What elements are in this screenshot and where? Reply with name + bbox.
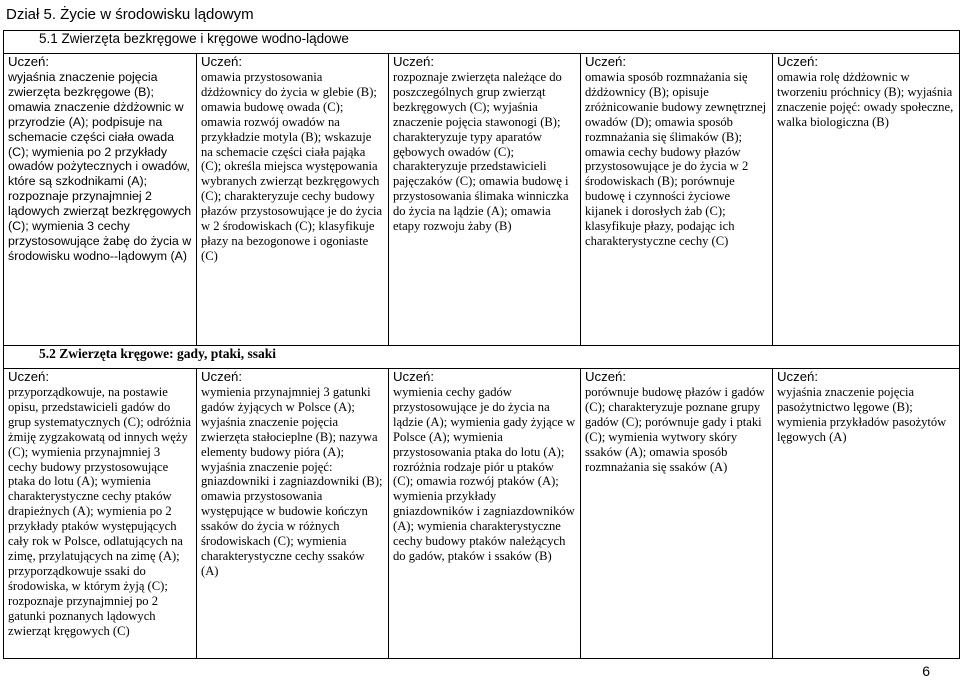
cell-text: omawia rolę dżdżownic w tworzeniu próchnicy (B); wyjaśnia znaczenie pojęć: owady społeczne, walka biologiczna (B): [777, 70, 954, 129]
section-2-cell-2: [197, 369, 389, 659]
cell-text: przyporządkowuje, na postawie opisu, przedstawicieli gadów do grup systematycznych (C); odróżnia żmiję zygzakowatą od innych węży (C); wymienia przynajmniej 3 cechy budowy przystosowujące ptaka do lotu (A); wymienia charakterystyczne cechy ptaków drapieżnych (A); wymienia po 2 przykłady ptaków występujących cały rok w Polsce, odlatujących na zimę, przylatujących na zimę (A); przyporządkowuje ssaki do środowiska, w którym żyją (C); rozpoznaje przynajmniej po 2 gatunki poznanych lądowych zwierząt kręgowych (C): [8, 385, 191, 638]
section-2-cell-4: [581, 369, 773, 659]
cell-text: omawia sposób rozmnażania się dżdżownicy (B); opisuje zróżnicowanie budowy zewnętrznej owadów (D); omawia sposób rozmnażania się ślimaków (B); omawia cechy budowy płazów przystosowujące je do życia w 2 środowiskach (B); porównuje budowę i czynności życiowe kijanek i dorosłych żab (C); klasyfikuje płazy, podając ich charakterystyczne cechy (C): [585, 70, 767, 248]
section-2-heading: [4, 346, 960, 369]
cell-heading: Uczeń:: [393, 369, 435, 384]
cell-heading: Uczeń:: [393, 54, 435, 69]
cell-heading: Uczeń:: [585, 54, 627, 69]
cell-text: wymienia przynajmniej 3 gatunki gadów żyjących w Polsce (A); wyjaśnia znaczenie pojęcia zwierzęta stałocieplne (B); nazywa elementy budowy pióra (A); wyjaśnia znaczenie pojęć: gniazdowniki i zagniazdowniki (B); omawia przystosowania występujące w budowie kończyn ssaków do życia w różnych środowiskach (C); wymienia charakterystyczne cechy ssaków (A): [201, 385, 383, 578]
section-2-cell-3: [389, 369, 581, 659]
cell-heading: Uczeń:: [777, 369, 819, 384]
section-1-cell-2: [197, 54, 389, 346]
section-1-heading: [4, 31, 960, 54]
page-number: 6: [922, 663, 930, 679]
section-2-cell-1: [4, 369, 197, 659]
cell-text: wyjaśnia znaczenie pojęcia zwierzęta bezkręgowe (B); omawia znaczenie dżdżownic w przyrodzie (A); podpisuje na schemacie części ciała owada (C); wymienia po 2 przykłady owadów pożytecznych i owadów, które są szkodnikami (A); rozpoznaje przynajmniej 2 lądowych zwierząt bezkręgowych (C); wymienia 3 cechy przystosowujące żabę do życia w środowisku wodno--lądowym (A): [8, 70, 192, 263]
cell-text: wyjaśnia znaczenie pojęcia pasożytnictwo lęgowe (B); wymienia przykładów pasożytów lęgowych (A): [777, 385, 947, 444]
section-1-cell-5: [773, 54, 960, 346]
cell-text: omawia przystosowania dżdżownicy do życia w glebie (B); omawia budowę owada (C); omawia rozwój owadów na przykładzie motyla (B); wskazuje na schemacie części ciała pająka (C); określa miejsca występowania wybranych zwierząt bezkręgowych (C); charakteryzuje cechy budowy płazów przystosowujące je do życia w 2 środowiskach (C); klasyfikuje płazy na bezogonowe i ogoniaste (C): [201, 70, 383, 263]
cell-heading: Uczeń:: [8, 369, 50, 384]
section-2-title: 5.2 Zwierzęta kręgowe: gady, ptaki, ssaki: [39, 346, 276, 361]
section-2-cell-5: [773, 369, 960, 659]
cell-heading: Uczeń:: [201, 369, 243, 384]
page-title: Dział 5. Życie w środowisku lądowym: [6, 6, 254, 23]
section-1-cell-3: [389, 54, 581, 346]
cell-heading: Uczeń:: [8, 54, 50, 69]
cell-text: wymienia cechy gadów przystosowujące je do życia na lądzie (A); wymienia gady żyjące w Polsce (A); wymienia przystosowania ptaka do lotu (A); rozróżnia rodzaje piór u ptaków (C); omawia rozwój ptaków (A); wymienia przykłady gniazdowników i zagniazdowników (A); wymienia charakterystyczne cechy budowy ptaków należących do gadów, ptaków i ssaków (B): [393, 385, 576, 563]
cell-text: porównuje budowę płazów i gadów (C); charakteryzuje poznane grupy gadów (C); porównuje gady i ptaki (C); wymienia wytwory skóry ssaków (A); omawia sposób rozmnażania się ssaków (A): [585, 385, 765, 474]
cell-heading: Uczeń:: [585, 369, 627, 384]
cell-heading: Uczeń:: [777, 54, 819, 69]
cell-text: rozpoznaje zwierzęta należące do poszczególnych grup zwierząt bezkręgowych (C); wyjaśnia znaczenie pojęcia stawonogi (B); charakteryzuje typy aparatów gębowych owadów (C); charakteryzuje przedstawicieli pajęczaków (C); omawia budowę i przystosowania ślimaka winniczka do życia na lądzie (A); omawia etapy rozwoju żaby (B): [393, 70, 569, 234]
section-1-cell-1: [4, 54, 197, 346]
cell-heading: Uczeń:: [201, 54, 243, 69]
section-2-table: [3, 345, 960, 659]
section-1-title: 5.1 Zwierzęta bezkręgowe i kręgowe wodno-lądowe: [39, 31, 349, 46]
section-1-cell-4: [581, 54, 773, 346]
section-1-table: [3, 30, 960, 346]
